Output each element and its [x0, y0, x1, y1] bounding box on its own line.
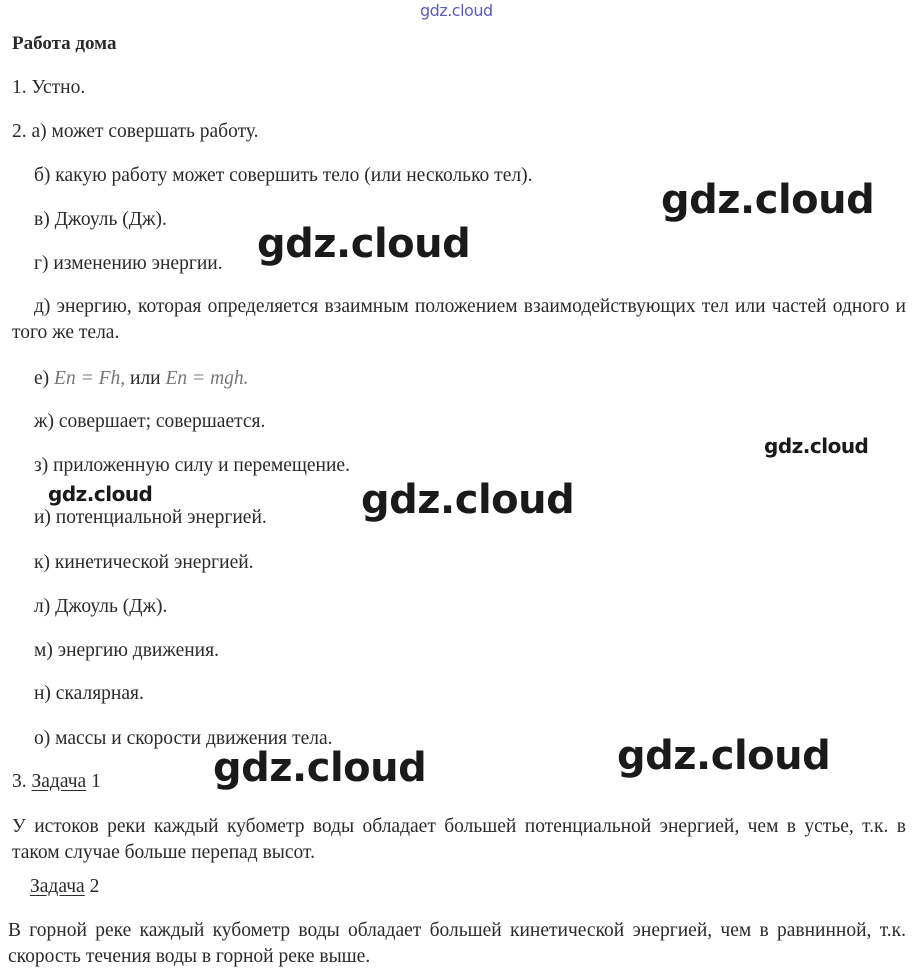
- watermark: gdz.cloud: [48, 482, 153, 506]
- list-item-2l: л) Джоуль (Дж).: [34, 596, 168, 617]
- watermark: gdz.cloud: [361, 477, 575, 523]
- list-item-2e: [34, 366, 249, 392]
- watermark: gdz.cloud: [661, 177, 875, 223]
- page-title: Работа дома: [12, 33, 117, 54]
- task-2-text: В горной реке каждый кубометр воды обладает большей кинетической энергией, чем в равнинной, т.к. скорость течения воды в горной реке выше.: [8, 920, 906, 967]
- watermark: gdz.cloud: [764, 434, 869, 458]
- list-item-2k: к) кинетической энергией.: [34, 552, 254, 573]
- list-item-2m: м) энергию движения.: [34, 640, 219, 661]
- watermark: gdz.cloud: [617, 733, 831, 779]
- item-2e-prefix: е): [34, 368, 55, 389]
- task-2-index: 2: [84, 876, 100, 897]
- list-item-2b: б) какую работу может совершить тело (или несколько тел).: [34, 165, 533, 186]
- list-item-2g: г) изменению энергии.: [34, 253, 223, 274]
- list-item-1: 1. Устно.: [12, 77, 86, 98]
- list-item-2v: в) Джоуль (Дж).: [34, 209, 167, 230]
- task-1-label: Задача: [31, 771, 87, 792]
- task-2-label: Задача: [30, 876, 85, 897]
- formula-potential-energy-2: Eп = mgh.: [165, 368, 249, 389]
- list-item-2o: о) массы и скорости движения тела.: [34, 728, 333, 749]
- list-item-2n: н) скалярная.: [34, 683, 144, 704]
- task-1-index: 1: [86, 771, 101, 792]
- watermark: gdz.cloud: [213, 745, 427, 791]
- task-1-number: 3.: [12, 771, 32, 792]
- watermark: gdz.cloud: [257, 221, 471, 267]
- task-2-header: [30, 874, 99, 900]
- task-1-text: У истоков реки каждый кубометр воды обладает большей потенциальной энергией, чем в устье, т.к. в таком случае больше перепад высот.: [12, 816, 906, 863]
- watermark-top: gdz.cloud: [420, 1, 493, 20]
- list-item-2i: и) потенциальной энергией.: [34, 507, 267, 528]
- task-1-header: [12, 769, 101, 795]
- list-item-2a: 2. а) может совершать работу.: [12, 121, 259, 142]
- list-item-2zh: ж) совершает; совершается.: [34, 411, 266, 432]
- formula-potential-energy-1: Eп = Fh,: [54, 368, 126, 389]
- list-item-2d: д) энергию, которая определяется взаимным положением взаимодействующих тел или частей одного и того же тела.: [12, 296, 906, 343]
- list-item-2z: з) приложенную силу и перемещение.: [34, 455, 350, 476]
- item-2e-or: или: [125, 368, 166, 389]
